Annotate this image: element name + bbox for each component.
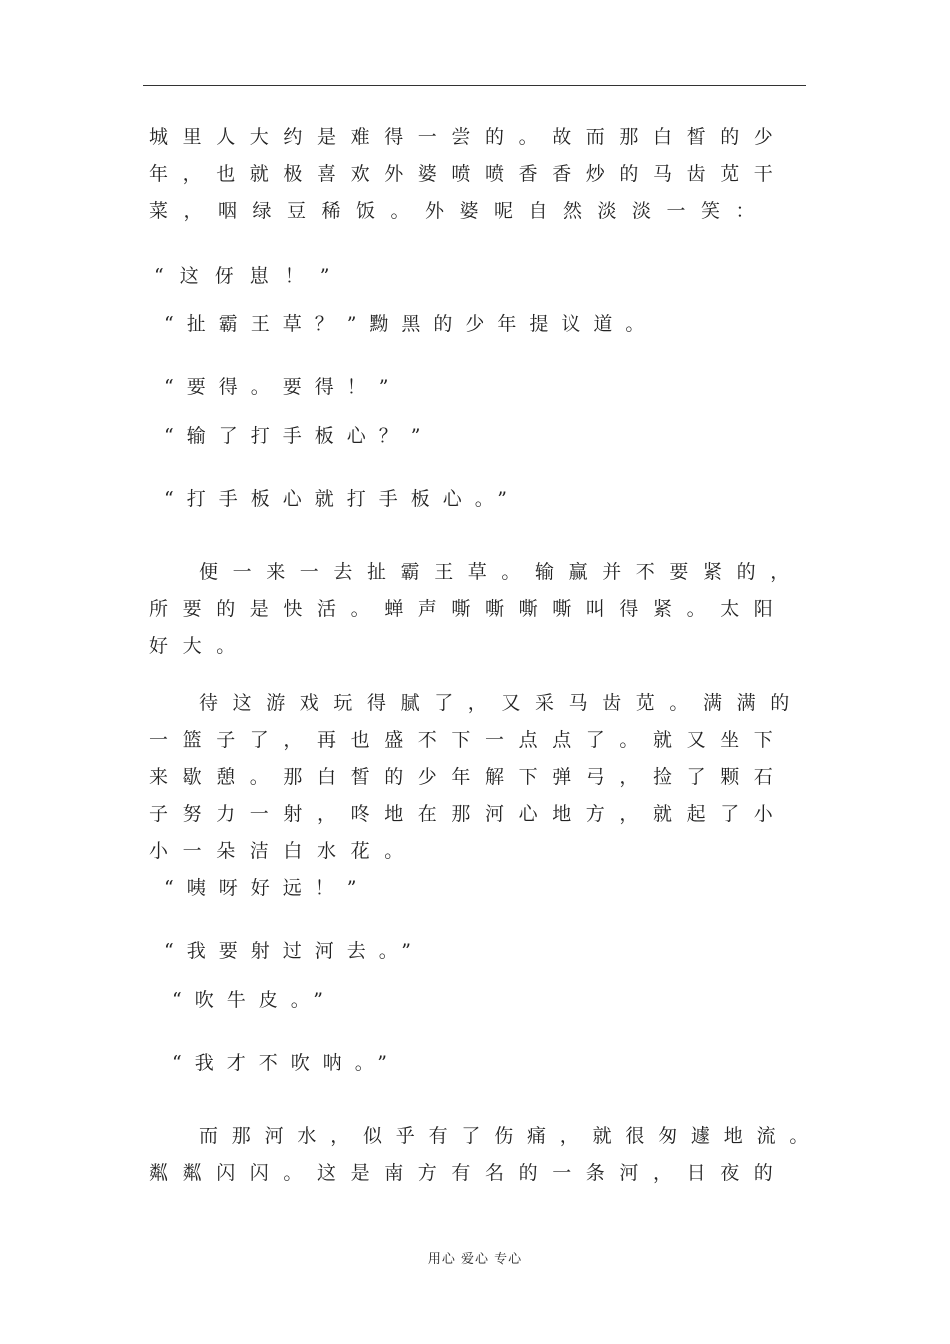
text-line: 菜，咽绿豆稀饭。外婆呢自然淡淡一笑： [149,200,771,222]
dialogue-line: “这伢崽！” [154,265,346,287]
text-line: 来歇憩。那白皙的少年解下弹弓，捡了颗石 [149,766,788,788]
dialogue-line: “我要射过河去。” [164,940,424,962]
page-footer: 用心 爱心 专心 [427,1252,523,1267]
dialogue-line: “打手板心就打手板心。” [164,488,520,510]
text-line: 年，也就极喜欢外婆喷喷香香炒的马齿苋干 [149,163,788,185]
dialogue-line: “咦呀好远！” [164,877,370,899]
dialogue-line: “输了打手板心？” [164,425,434,447]
text-line: 好大。 [149,635,250,657]
dialogue-line: “扯霸王草？”黝黑的少年提议道。 [164,313,658,335]
text-line: 所要的是快活。蝉声嘶嘶嘶嘶叫得紧。太阳 [149,598,788,620]
text-line: 便一来一去扯霸王草。输赢并不要紧的， [199,561,804,583]
text-line: 而那河水，似乎有了伤痛，就很匆遽地流。 [199,1125,823,1147]
dialogue-line: “要得。要得！” [164,376,402,398]
text-line: 小一朵洁白水花。 [149,840,418,862]
text-line: 一篮子了，再也盛不下一点点了。就又坐下 [149,729,788,751]
text-line: 待这游戏玩得腻了，又采马齿苋。满满的 [199,692,804,714]
dialogue-line: “吹牛皮。” [172,989,336,1011]
text-line: 子努力一射，咚地在那河心地方，就起了小 [149,803,788,825]
text-line: 城里人大约是难得一尝的。故而那白皙的少 [149,126,788,148]
header-rule [143,85,806,86]
text-line: 粼粼闪闪。这是南方有名的一条河，日夜的 [149,1162,788,1184]
dialogue-line: “我才不吹呐。” [172,1052,400,1074]
